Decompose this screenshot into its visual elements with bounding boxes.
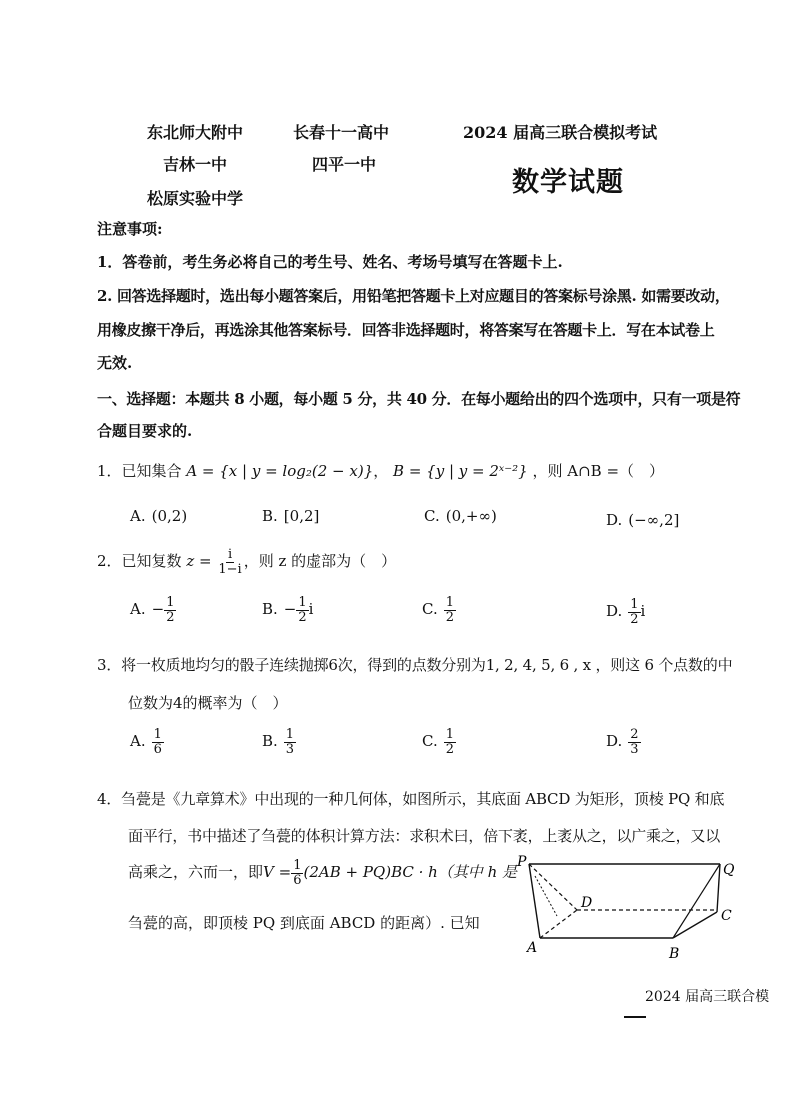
q1-set-a: A = {x | y = log₂(2 − x)} (186, 462, 374, 480)
q2-fraction (216, 548, 243, 576)
q3-option-b-frac (284, 728, 296, 756)
notice-item-2-line-3: 无效. (97, 354, 133, 372)
notice-item-1: 1．答卷前，考生务必将自己的考生号、姓名、考场号填写在答题卡上. (97, 253, 563, 271)
edge-ad (540, 910, 577, 938)
school-5: 松原实验中学 (147, 189, 244, 208)
exam-title: 2024 届高三联合模拟考试 (463, 123, 658, 142)
q2-fraction-den: 1−i (218, 561, 242, 577)
edge-qb (673, 864, 720, 938)
question-1 (97, 460, 664, 481)
question-3-line-2: 位数为4的概率为（ ） (128, 694, 288, 712)
edge-qc (717, 864, 720, 912)
question-4-line-1: 4．刍甍是《九章算术》中出现的一种几何体，如图所示，其底面 ABCD 为矩形，顶棱 PQ 和底 (97, 790, 725, 808)
q2-option-b-frac (296, 596, 308, 624)
q3-option-d-frac (628, 728, 640, 756)
section-1-line-1: 一、选择题：本题共 8 小题，每小题 5 分，共 40 分．在每小题给出的四个选项中，只有一项是符 (97, 390, 741, 408)
question-3-line-1: 3．将一枚质地均匀的骰子连续抛掷6次，得到的点数分别为1, 2, 4, 5, 6 , x ，则这 6 个点数的中 (97, 656, 733, 674)
q2-option-b (262, 596, 313, 624)
edge-pd (529, 864, 577, 910)
q2-option-d-tail: i (640, 602, 646, 621)
q2-option-c-label: C. (422, 600, 438, 619)
footer-exam-name: 2024 届高三联合模 (645, 989, 770, 1005)
q1-comma: ， (373, 462, 389, 480)
q2-option-c (422, 596, 456, 624)
q2-option-d-label: D. (606, 602, 623, 621)
edge-pa (529, 864, 540, 938)
q2-option-d-den: 2 (630, 611, 639, 627)
label-b: B (669, 946, 680, 962)
question-4-line-4: 刍甍的高，即顶棱 PQ 到底面 ABCD 的距离）. 已知 (128, 914, 480, 932)
q2-option-a-frac (164, 596, 176, 624)
q2-option-c-frac (444, 596, 456, 624)
q3-option-d-label: D. (606, 732, 623, 751)
q4-line-3-a: 高乘之，六而一，即 (128, 863, 264, 882)
q3-option-a-frac (152, 728, 164, 756)
school-1: 东北师大附中 (147, 123, 244, 142)
q2-option-a-label: A. (130, 600, 146, 619)
question-4-line-2: 面平行，书中描述了刍甍的体积计算方法：求积术曰，倍下袤，上袤从之，以广乘之，又以 (128, 827, 721, 845)
q1-option-d-text: (−∞,2] (628, 511, 680, 529)
q2-fraction-num: i (227, 547, 233, 562)
q3-option-b-den: 3 (285, 741, 295, 757)
q3-option-b (262, 728, 296, 756)
q2-option-a (130, 596, 176, 624)
footer-mark (624, 1016, 646, 1018)
q4-fraction (291, 859, 303, 887)
q4-line-3-b: (2AB + PQ)BC · h（其中 h 是 (303, 863, 518, 882)
q1-option-a-label: A. (130, 507, 146, 525)
q1-option-c-label: C. (424, 507, 440, 525)
q3-option-b-num: 1 (285, 727, 295, 742)
question-2 (97, 548, 396, 576)
q3-option-c-frac (444, 728, 456, 756)
q4-fraction-den: 6 (293, 872, 302, 888)
question-4-line-3 (128, 859, 517, 887)
q2-option-d-num: 1 (630, 597, 639, 612)
q1-prefix: 1．已知集合 (97, 462, 182, 480)
section-1-line-2: 合题目要求的. (97, 422, 193, 440)
q3-option-a-label: A. (130, 732, 146, 751)
q3-option-b-label: B. (262, 732, 278, 751)
label-q: Q (723, 862, 735, 878)
notice-heading: 注意事项: (97, 220, 163, 238)
q2-option-a-sign: − (151, 600, 165, 619)
q1-option-a (130, 507, 187, 525)
q2-option-b-tail: i (308, 600, 314, 619)
school-3: 吉林一中 (163, 155, 228, 174)
q4-fraction-num: 1 (293, 858, 302, 873)
q3-option-c-label: C. (422, 732, 438, 751)
label-p: P (517, 854, 527, 870)
notice-item-2-line-1: 2. 回答选择题时，选出每小题答案后，用铅笔把答题卡上对应题目的答案标号涂黑. 如需要改动， (97, 287, 730, 305)
label-c: C (721, 908, 732, 924)
q3-option-a-den: 6 (153, 741, 162, 757)
q2-option-b-sign: − (283, 600, 297, 619)
school-4: 四平一中 (312, 155, 377, 174)
q3-option-c-den: 2 (445, 741, 454, 757)
school-2: 长春十一高中 (293, 123, 390, 142)
q3-option-c-num: 1 (445, 727, 454, 742)
q1-suffix: ，则 A∩B =（ ） (532, 462, 665, 480)
edge-bc (673, 912, 717, 938)
q1-option-b (262, 507, 319, 525)
q2-z-eq: z = (186, 552, 212, 571)
q1-option-d-label: D. (606, 511, 623, 529)
q2-option-c-num: 1 (445, 595, 454, 610)
q1-option-b-text: [0,2] (283, 507, 320, 525)
q1-option-d (606, 511, 679, 529)
q2-prefix: 2．已知复数 (97, 552, 182, 571)
q2-option-d (606, 598, 645, 626)
q1-option-c-text: (0,+∞) (445, 507, 497, 525)
q3-option-d (606, 728, 641, 756)
q4-v-eq: V = (263, 863, 292, 882)
q1-option-b-label: B. (262, 507, 278, 525)
q2-option-d-frac (628, 598, 640, 626)
q3-option-a-num: 1 (153, 727, 162, 742)
q2-option-b-num: 1 (298, 595, 307, 610)
notice-item-2-line-2: 用橡皮擦干净后，再选涂其他答案标号．回答非选择题时，将答案写在答题卡上．写在本试卷上 (97, 321, 715, 339)
q3-option-a (130, 728, 164, 756)
label-d: D (581, 895, 593, 911)
q2-option-b-den: 2 (298, 609, 307, 625)
q3-option-c (422, 728, 456, 756)
q2-option-a-den: 2 (166, 609, 175, 625)
q1-set-b: B = {y | y = 2ˣ⁻²} (393, 462, 528, 480)
subject-title: 数学试题 (512, 167, 624, 198)
q2-option-b-label: B. (262, 600, 278, 619)
label-a: A (527, 940, 538, 956)
q2-option-c-den: 2 (445, 609, 454, 625)
chumeng-figure (515, 852, 765, 964)
q3-option-d-den: 3 (630, 741, 639, 757)
q3-option-d-num: 2 (630, 727, 639, 742)
q1-option-a-text: (0,2) (151, 507, 188, 525)
q2-option-a-num: 1 (166, 595, 175, 610)
q2-suffix: ，则 z 的虚部为（ ） (243, 552, 397, 571)
height-line (535, 876, 557, 916)
q1-option-c (424, 507, 497, 525)
